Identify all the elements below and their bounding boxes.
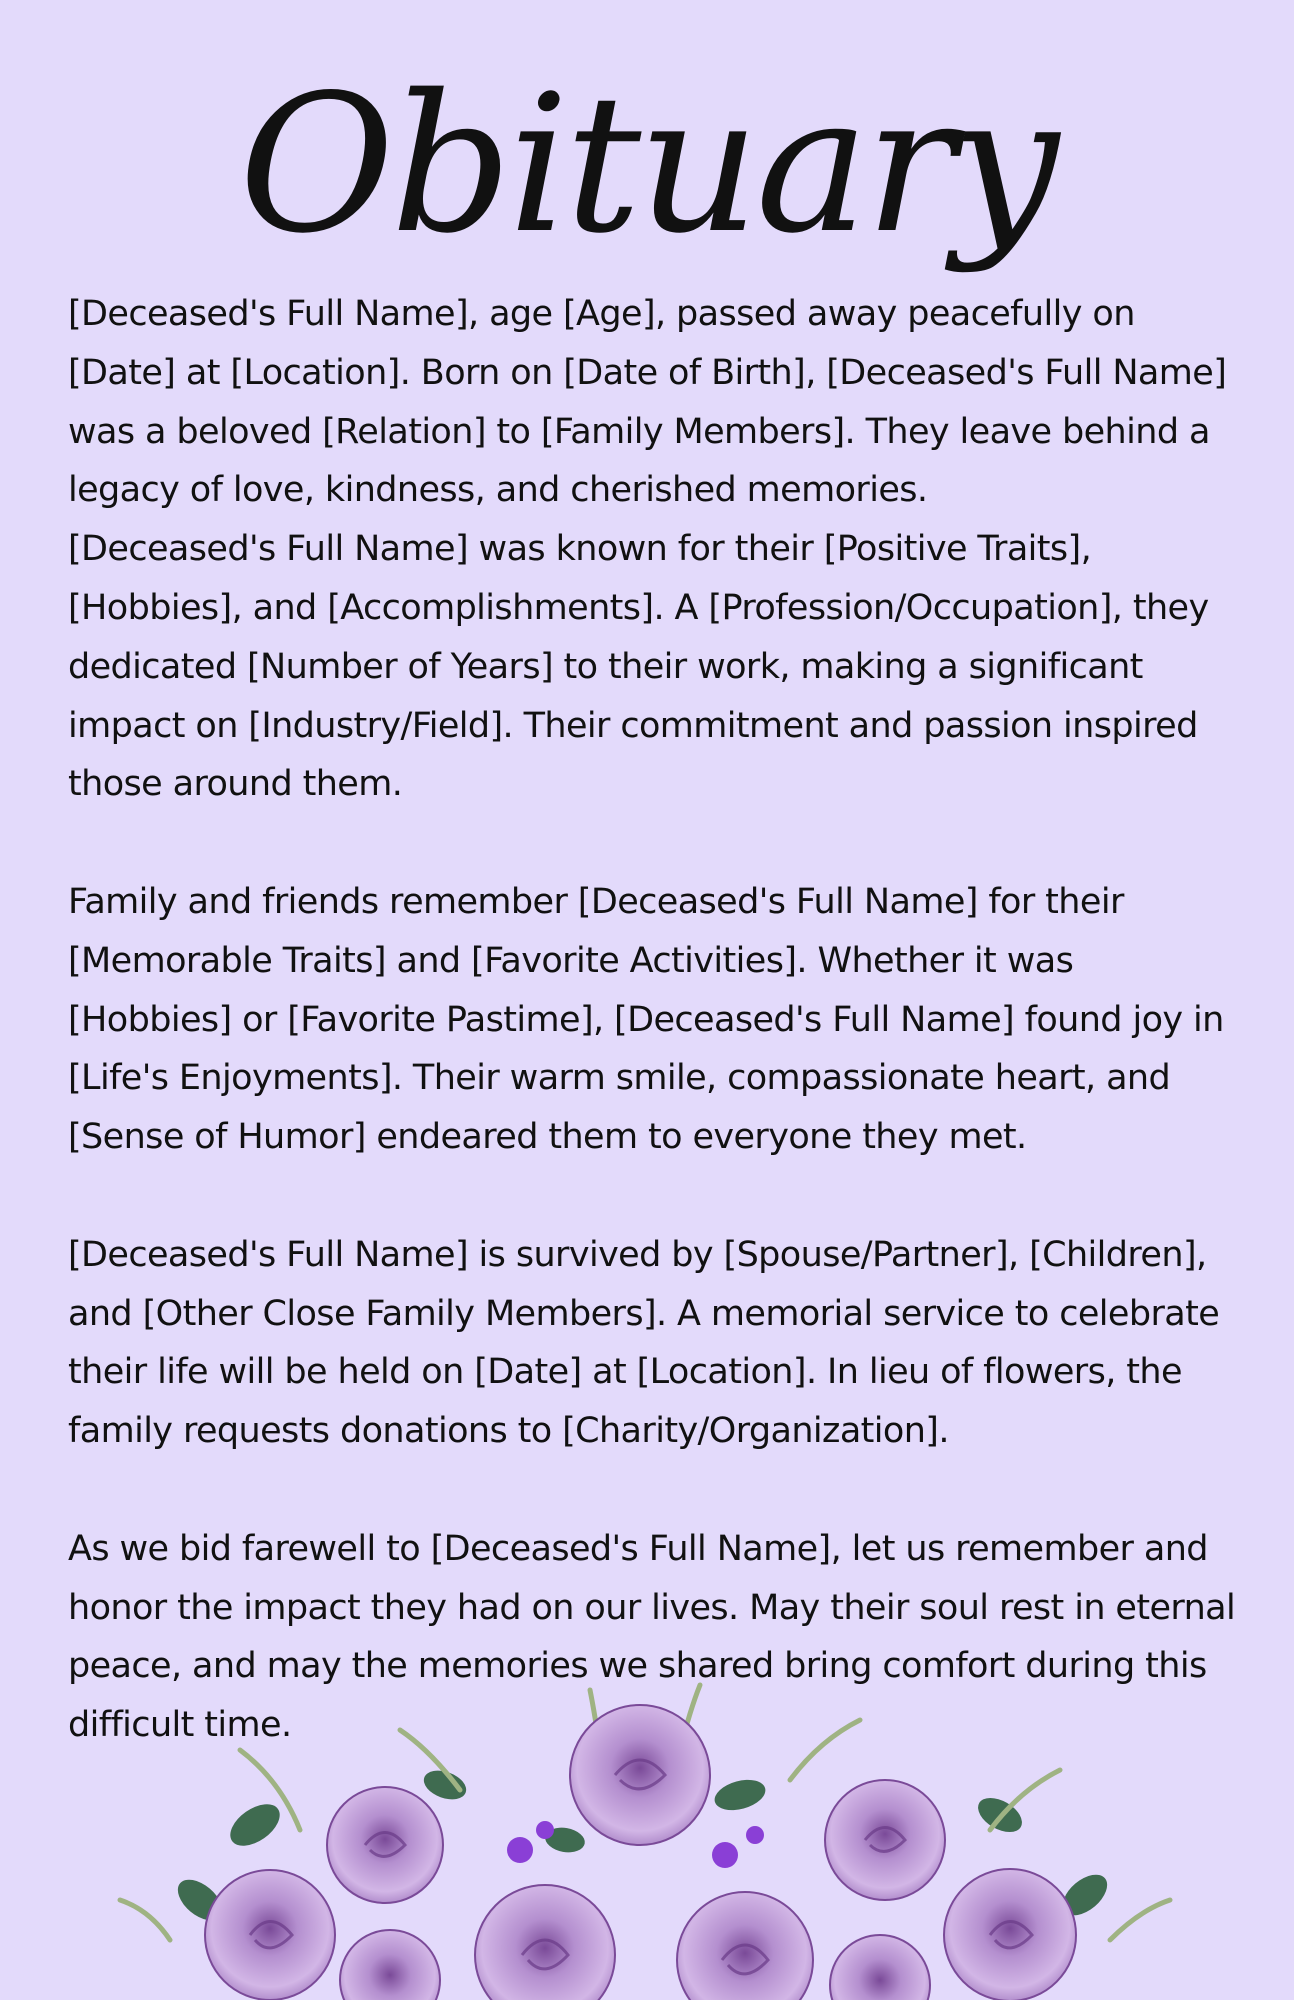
- paragraph-5: As we bid farewell to [Deceased's Full Name], let us remember and honor the impact they had on our lives. May their soul rest in eternal peace, and may the memories we shared bring comfort during this difficult time.: [68, 1528, 1236, 1746]
- rose-left-lower: [475, 1885, 615, 2000]
- title-script-svg: [0, 40, 1294, 310]
- paragraph-4: [Deceased's Full Name] is survived by [Spouse/Partner], [Children], and [Other Close Family Members]. A memorial service to celebrate their life will be held on [Date] at [Location]. In lieu of flowers, the family requests donations to [Charity/Organization].: [68, 1234, 1220, 1452]
- rose-center-top: [570, 1705, 710, 1845]
- rose-far-left: [205, 1870, 335, 2000]
- rose-left-upper: [327, 1787, 443, 1903]
- obituary-title: [0, 40, 1294, 310]
- rose-far-right: [944, 1869, 1076, 2000]
- title-text: Obituary: [238, 54, 1056, 275]
- roses: [205, 1705, 1076, 2000]
- paragraph-3: Family and friends remember [Deceased's Full Name] for their [Memorable Traits] and [Favorite Activities]. Whether it was [Hobbies] or [Favorite Pastime], [Deceased's Full Name] found joy in [Life's Enjoyments]. Their warm smile, compassionate heart, and [Sense of Humor] endeared them to everyone they met.: [68, 881, 1224, 1158]
- obituary-body: [68, 285, 1238, 1755]
- paragraph-2: [Deceased's Full Name] was known for their [Positive Traits], [Hobbies], and [Accomplishments]. A [Profession/Occupation], they dedicated [Number of Years] to their work, making a significant impact on [Industry/Field]. Their commitment and passion inspired those around them.: [68, 529, 1209, 805]
- rose-bouquet-illustration: [0, 1680, 1294, 2000]
- rose-right-upper: [825, 1780, 945, 1900]
- rose-right-bottom: [830, 1935, 930, 2000]
- rose-left-bottom: [340, 1930, 440, 2000]
- paragraph-1: [Deceased's Full Name], age [Age], passed away peacefully on [Date] at [Location]. Born on [Date of Birth], [Deceased's Full Name] was a beloved [Relation] to [Family Members]. They leave behind a legacy of love, kindness, and cherished memories.: [68, 294, 1227, 511]
- rose-bouquet-svg: [0, 1680, 1294, 2000]
